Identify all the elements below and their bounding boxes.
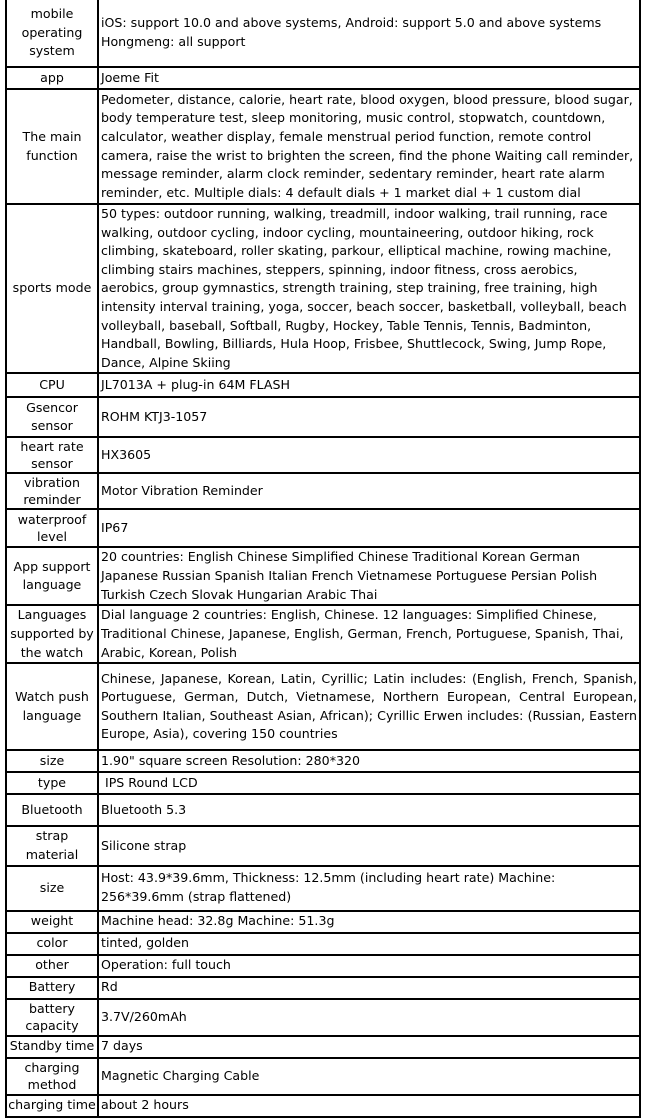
table-row [6, 1036, 640, 1058]
table-row [6, 204, 640, 373]
spec-label: strap material [6, 826, 98, 865]
spec-value: Bluetooth 5.3 [98, 794, 640, 826]
spec-value: 7 days [98, 1036, 640, 1058]
spec-label: Languages supported by the watch [6, 605, 98, 663]
spec-label: Standby time [6, 1036, 98, 1058]
table-row [6, 89, 640, 204]
spec-value: Pedometer, distance, calorie, heart rate, blood oxygen, blood pressure, blood sugar, body temperature test, sleep monitoring, music control, stopwatch, countdown, calculator, weather display, female menstrual period function, remote control camera, raise the wrist to brighten the screen, find the phone Waiting call reminder, message reminder, alarm clock reminder, sedentary reminder, heart rate alarm reminder, etc. Multiple dials: 4 default dials + 1 market dial + 1 custom dial [98, 89, 640, 204]
spec-label: app [6, 67, 98, 89]
spec-value: JL7013A + plug-in 64M FLASH [98, 373, 640, 397]
spec-label: The main function [6, 89, 98, 204]
spec-label: type [6, 772, 98, 794]
spec-label: size [6, 866, 98, 911]
spec-table-body [6, 0, 640, 1117]
table-row [6, 0, 640, 67]
spec-value: Dial language 2 countries: English, Chinese. 12 languages: Simplified Chinese, Traditional Chinese, Japanese, English, German, French, Portuguese, Spanish, Thai, Arabic, Korean, Polish [98, 605, 640, 663]
table-row [6, 605, 640, 663]
table-row [6, 750, 640, 772]
spec-value: tinted, golden [98, 933, 640, 955]
spec-label: heart rate sensor [6, 437, 98, 473]
spec-value: ROHM KTJ3-1057 [98, 397, 640, 437]
table-row [6, 1095, 640, 1117]
spec-label: color [6, 933, 98, 955]
spec-value: 50 types: outdoor running, walking, treadmill, indoor walking, trail running, race walking, outdoor cycling, indoor cycling, mountaineering, outdoor hiking, rock climbing, skateboard, roller skating, parkour, elliptical machine, rowing machine, climbing stairs machines, steppers, spinning, indoor fitness, cross aerobics, aerobics, group gymnastics, strength training, step training, free training, high intensity interval training, yoga, soccer, beach soccer, basketball, volleyball, beach volleyball, baseball, Softball, Rugby, Hockey, Table Tennis, Tennis, Badminton, Handball, Bowling, Billiards, Hula Hoop, Frisbee, Shuttlecock, Swing, Jump Rope, Dance, Alpine Skiing [98, 204, 640, 373]
spec-value: Joeme Fit [98, 67, 640, 89]
spec-label: charging time [6, 1095, 98, 1117]
spec-label: CPU [6, 373, 98, 397]
spec-value: IPS Round LCD [98, 772, 640, 794]
spec-value: 1.90" square screen Resolution: 280*320 [98, 750, 640, 772]
table-row [6, 397, 640, 437]
table-row [6, 977, 640, 999]
spec-value: Silicone strap [98, 826, 640, 865]
spec-value: 3.7V/260mAh [98, 999, 640, 1036]
table-row [6, 663, 640, 750]
table-row [6, 373, 640, 397]
spec-value: Chinese, Japanese, Korean, Latin, Cyrillic; Latin includes: (English, French, Spanish, Portuguese, German, Dutch, Vietnamese, Northern European, Central European, Southern Italian, Southeast Asian, African); Cyrillic Erwen includes: (Russian, Eastern Europe, Asia), covering 150 countries [98, 663, 640, 750]
spec-label: other [6, 955, 98, 977]
table-row [6, 999, 640, 1036]
table-row [6, 955, 640, 977]
table-row [6, 473, 640, 509]
table-row [6, 826, 640, 865]
spec-value: IP67 [98, 509, 640, 547]
spec-value: Machine head: 32.8g Machine: 51.3g [98, 911, 640, 933]
table-row [6, 911, 640, 933]
spec-label: battery capacity [6, 999, 98, 1036]
table-row [6, 866, 640, 911]
spec-label: sports mode [6, 204, 98, 373]
spec-value: Magnetic Charging Cable [98, 1058, 640, 1095]
spec-table [5, 0, 641, 1118]
spec-value: iOS: support 10.0 and above systems, Android: support 5.0 and above systems Hongmeng: all support [98, 0, 640, 67]
spec-value: Host: 43.9*39.6mm, Thickness: 12.5mm (including heart rate) Machine: 256*39.6mm (strap flattened) [98, 866, 640, 911]
spec-value: Motor Vibration Reminder [98, 473, 640, 509]
spec-label: size [6, 750, 98, 772]
spec-value: Operation: full touch [98, 955, 640, 977]
table-row [6, 794, 640, 826]
table-row [6, 933, 640, 955]
spec-label: vibration reminder [6, 473, 98, 509]
spec-label: waterproof level [6, 509, 98, 547]
table-row [6, 1058, 640, 1095]
spec-label: Gsencor sensor [6, 397, 98, 437]
table-row [6, 509, 640, 547]
spec-label: Bluetooth [6, 794, 98, 826]
spec-label: App support language [6, 547, 98, 605]
spec-label: mobile operating system [6, 0, 98, 67]
spec-value: Rd [98, 977, 640, 999]
spec-value: about 2 hours [98, 1095, 640, 1117]
table-row [6, 437, 640, 473]
spec-label: Battery [6, 977, 98, 999]
spec-label: weight [6, 911, 98, 933]
spec-label: charging method [6, 1058, 98, 1095]
table-row [6, 67, 640, 89]
table-row [6, 547, 640, 605]
spec-value: HX3605 [98, 437, 640, 473]
spec-label: Watch push language [6, 663, 98, 750]
spec-value: 20 countries: English Chinese Simplified Chinese Traditional Korean German Japanese Russian Spanish Italian French Vietnamese Portuguese Persian Polish Turkish Czech Slovak Hungarian Arabic Thai [98, 547, 640, 605]
table-row [6, 772, 640, 794]
